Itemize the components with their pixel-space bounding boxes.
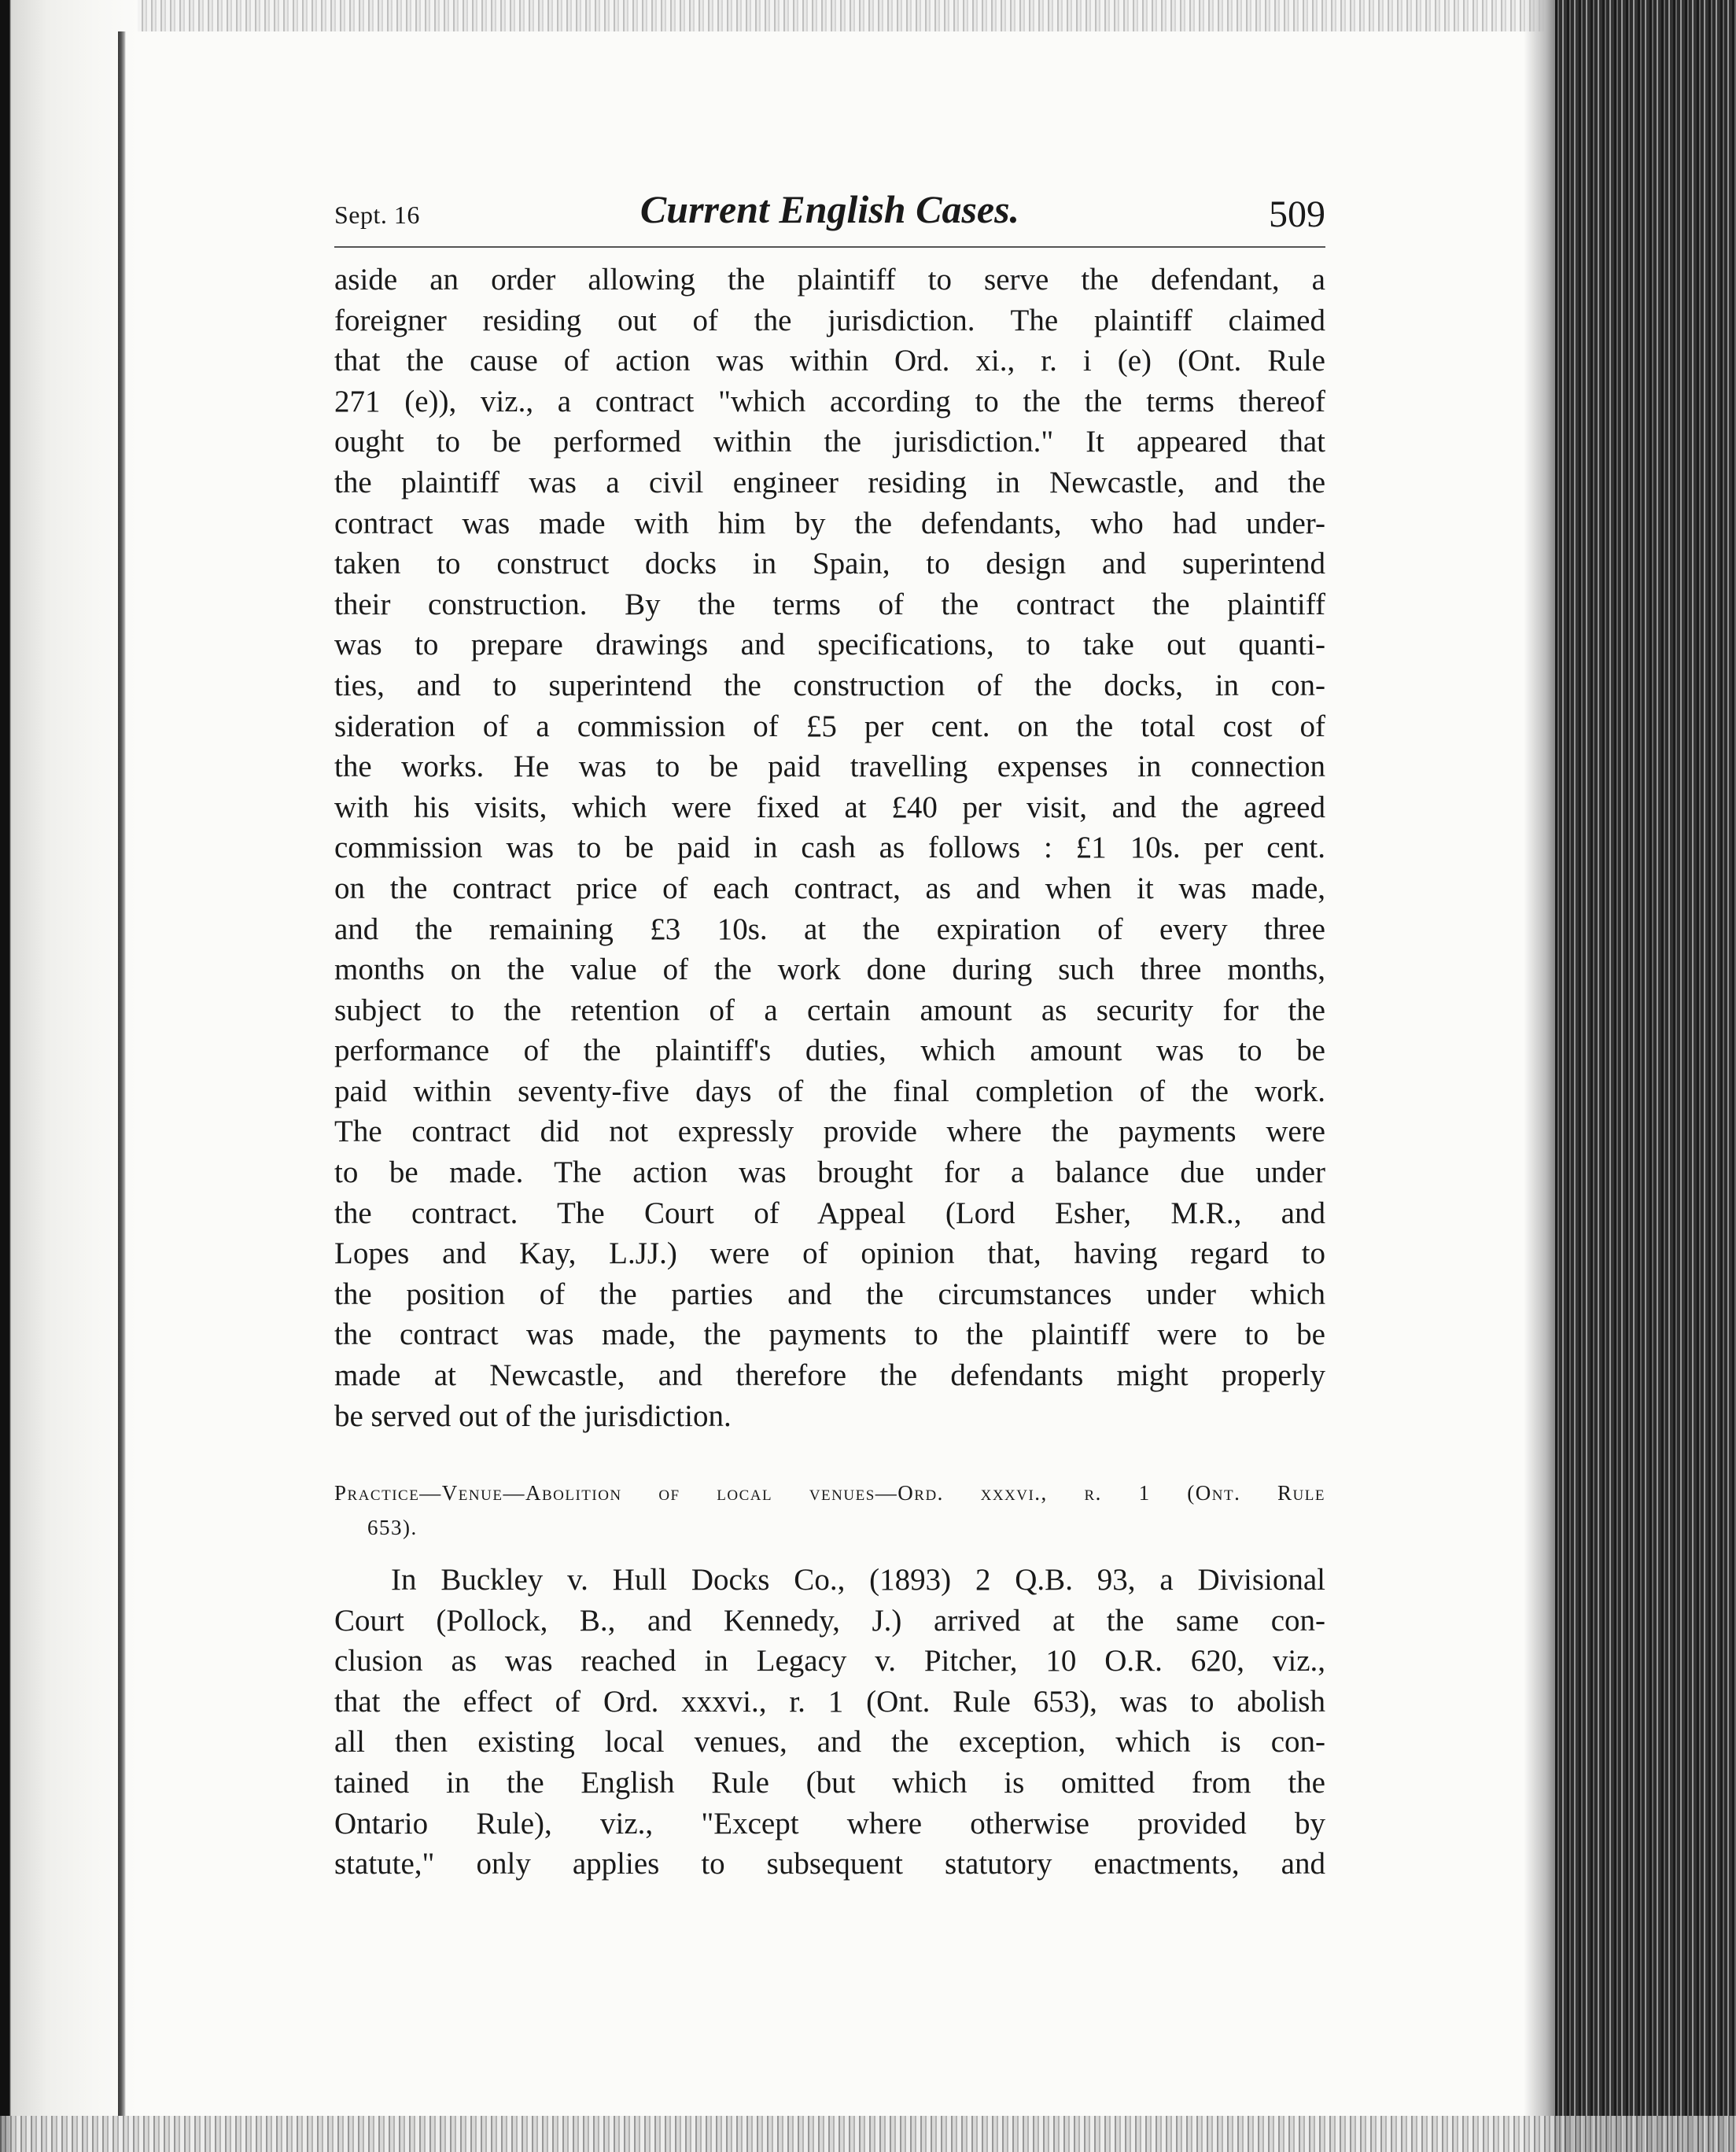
text-line: 271 (e)), viz., a contract "which according to the the terms thereof [334,384,1325,418]
text-line: months on the value of the work done during such three months, [334,953,1325,987]
text-line: on the contract price of each contract, as and when it was made, [334,871,1325,905]
text-line: and the remaining £3 10s. at the expiration of every three [334,912,1325,946]
text-line: commission was to be paid in cash as follows : £1 10s. per cent. [334,831,1325,865]
text-line: all then existing local venues, and the exception, which is con- [334,1725,1325,1760]
text-line: foreigner residing out of the jurisdiction. The plaintiff claimed [334,303,1325,337]
text-line: paid within seventy-five days of the final completion of the work. [334,1074,1325,1108]
scan-binding-shadow [118,31,126,2116]
text-line: was to prepare drawings and specifications, to take out quanti- [334,628,1325,662]
text-line: Lopes and Kay, L.JJ.) were of opinion that, having regard to [334,1236,1325,1271]
header-title: Current English Cases. [639,187,1020,231]
header-date: Sept. 16 [334,201,420,229]
scan-right-edge [1555,0,1736,2152]
text-line: contract was made with him by the defendants, who had under- [334,506,1325,540]
text-line: performance of the plaintiff's duties, which amount was to be [334,1034,1325,1068]
text-line: the plaintiff was a civil engineer residing in Newcastle, and the [334,465,1325,499]
text-line: to be made. The action was brought for a balance due under [334,1155,1325,1190]
scan-top-edge [0,0,1736,31]
text-line: tained in the English Rule (but which is omitted from the [334,1765,1325,1800]
header-rule [334,246,1325,248]
text-line: In Buckley v. Hull Docks Co., (1893) 2 Q.B. 93, a Divisional [391,1563,1325,1597]
text-line: with his visits, which were fixed at £40 per visit, and the agreed [334,790,1325,824]
text-line: ties, and to superintend the construction of the docks, in con- [334,668,1325,702]
text-line: taken to construct docks in Spain, to design and superintend [334,547,1325,581]
text-line: the position of the parties and the circumstances under which [334,1277,1325,1311]
text-line: Court (Pollock, B., and Kennedy, J.) arrived at the same con- [334,1603,1325,1638]
section-heading-line: Practice—Venue—Abolition of local venues—Ord. xxxvi., r. 1 (Ont. Rule [334,1481,1325,1505]
text-line: the works. He was to be paid travelling expenses in connection [334,750,1325,784]
scan-left-edge [0,0,138,2152]
text-line: subject to the retention of a certain amount as security for the [334,993,1325,1027]
paragraph-1 [334,260,1325,1436]
text-line: sideration of a commission of £5 per cent. on the total cost of [334,709,1325,743]
text-line: be served out of the jurisdiction. [334,1398,732,1433]
scan-bottom-edge [0,2116,1736,2152]
text-line: ought to be performed within the jurisdiction." It appeared that [334,425,1325,459]
text-line: the contract was made, the payments to the plaintiff were to be [334,1317,1325,1352]
text-line: statute," only applies to subsequent statutory enactments, and [334,1847,1325,1881]
paragraph-2 [334,1560,1325,1885]
section-heading [334,1476,1325,1545]
text-line: that the effect of Ord. xxxvi., r. 1 (Ont. Rule 653), was to abolish [334,1684,1325,1719]
text-line: Ontario Rule), viz., "Except where otherwise provided by [334,1806,1325,1841]
text-line: their construction. By the terms of the contract the plaintiff [334,587,1325,621]
text-line: that the cause of action was within Ord. xi., r. i (e) (Ont. Rule [334,344,1325,378]
text-line: clusion as was reached in Legacy v. Pitcher, 10 O.R. 620, viz., [334,1644,1325,1678]
page-number: 509 [1269,193,1325,235]
text-line: The contract did not expressly provide where the payments were [334,1115,1325,1149]
scan-right-shadow [1524,0,1555,2152]
text-line: the contract. The Court of Appeal (Lord Esher, M.R., and [334,1196,1325,1230]
section-heading-line: 653). [367,1516,418,1539]
text-line: made at Newcastle, and therefore the defendants might properly [334,1358,1325,1393]
running-header [334,185,1325,248]
text-line: aside an order allowing the plaintiff to serve the defendant, a [334,263,1325,297]
